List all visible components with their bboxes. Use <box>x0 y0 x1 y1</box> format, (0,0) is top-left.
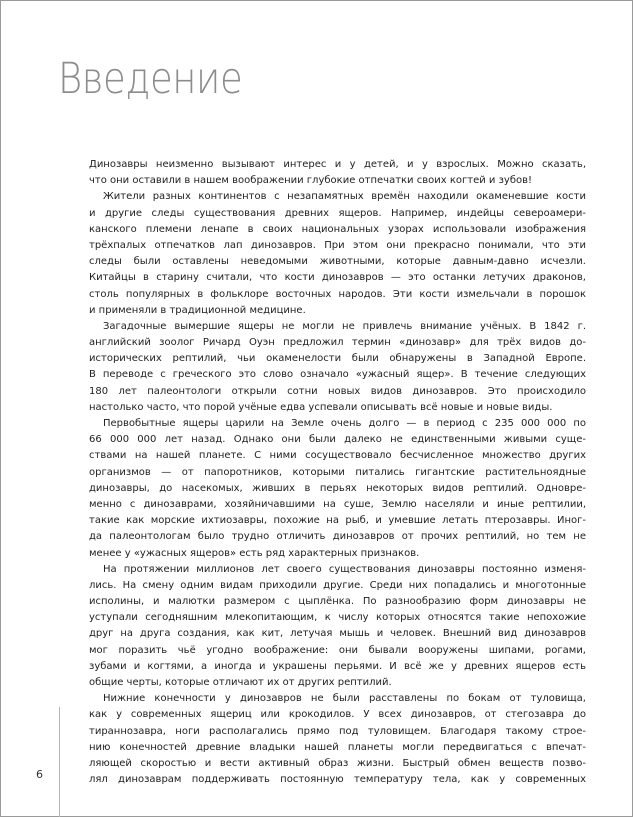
body-text <box>89 157 586 788</box>
text-line: В переводе с греческого это слово означало «ужасный ящер». В течение следующих <box>89 369 586 381</box>
text-line: ляющей скоростью и вести активный образ жизни. Быстрый обмен веществ позво- <box>89 757 586 769</box>
text-line: менее у «ужасных ящеров» есть ряд характерных признаков. <box>89 547 420 559</box>
page-title: Введение <box>58 54 243 104</box>
text-line: исполины, и малютки размером с цыплёнка. По разнообразию форм динозавры не <box>89 596 586 608</box>
text-line: Нижние конечности у динозавров не были расставлены по бокам от туловища, <box>103 693 586 705</box>
text-line: общие черты, которые отличают их от других рептилий. <box>89 677 392 688</box>
text-line: менно с динозаврами, хозяйничавшими на суше, Землю населяли и иные рептилии, <box>89 498 586 510</box>
text-line: и другие следы существования древних ящеров. Например, индейцы североамери- <box>89 207 586 219</box>
text-line: динозавры, до насекомых, живших в перьях некоторых видов рептилий. Одновре- <box>89 482 586 494</box>
text-line: Загадочные вымершие ящеры не могли не привлечь внимание учёных. В 1842 г. <box>103 320 586 332</box>
text-line: и применяли в традиционной медицине. <box>89 304 306 316</box>
text-line: ствами на нашей планете. С ними сосуществовало бесчисленное множество других <box>89 450 586 462</box>
text-line: как у современных ящериц или крокодилов. У всех динозавров, от стегозавра до <box>89 709 586 721</box>
text-line: Первобытные ящеры царили на Земле очень долго — в период с 235 000 000 по <box>103 418 586 429</box>
text-line: уступали сегодняшним млекопитающим, к числу которых относятся такие непохожие <box>89 612 586 624</box>
text-line: да палеонтологам было трудно отличить динозавров от прочих рептилий, но тем не <box>89 531 586 543</box>
text-line: Жители разных континентов с незапамятных времён находили окаменевшие кости <box>103 191 586 203</box>
text-line: следы были оставлены неведомыми животными, которые давным-давно исчезли. <box>89 256 586 268</box>
text-line: Динозавры неизменно вызывают интерес и у детей, и у взрослых. Можно сказать, <box>89 159 586 170</box>
text-line: английский зоолог Ричард Оуэн предложил термин «динозавр» для трёх видов до- <box>89 337 586 349</box>
text-line: лял динозаврам поддерживать постоянную температуру тела, как у современных <box>89 774 586 786</box>
text-line: канского племени ленапе в своих национальных узорах использовали изображения <box>89 223 586 235</box>
text-line: настолько часто, что порой учёные едва успевали описывать всё новые и новые виды. <box>89 401 553 413</box>
text-line: 180 лет палеонтологи открыли сотни новых видов динозавров. Это происходило <box>89 385 586 397</box>
text-line: лись. На смену одним видам приходили другие. Среди них попадались и многотонные <box>89 579 586 591</box>
text-line: мог поразить чьё угодно воображение: они бывали вооружены шипами, рогами, <box>89 644 586 656</box>
text-line: столь популярных в фольклоре восточных народов. Эти кости измельчали в порошок <box>89 288 586 300</box>
page-number: 6 <box>36 768 43 781</box>
text-line: трёхпалых отпечатков лап динозавров. При этом они прекрасно понимали, что эти <box>89 239 586 251</box>
text-line: исторических рептилий, чьи окаменелости были обнаружены в Западной Европе. <box>89 353 586 365</box>
text-line: друг на друга создания, как кит, летучая мышь и человек. Внешний вид динозавров <box>89 628 586 640</box>
text-line: зубами и когтями, а иногда и украшены перьями. И всё же у древних ящеров есть <box>89 660 586 672</box>
text-line: На протяжении миллионов лет своего существования динозавры постоянно изменя- <box>103 563 586 575</box>
margin-rule <box>59 707 60 817</box>
text-line: такие как морские ихтиозавры, похожие на рыб, и умевшие летать птерозавры. Иног- <box>89 515 586 527</box>
text-line: тираннозавра, ноги располагались прямо под туловищем. Благодаря такому строе- <box>89 725 586 737</box>
text-line: 66 000 000 лет назад. Однако они были далеко не единственными живыми суще- <box>89 434 586 446</box>
text-line: Китайцы в старину считали, что кости динозавров — это останки летучих драконов, <box>89 272 586 284</box>
text-line: нию конечностей древние владыки нашей планеты могли передвигаться с впечат- <box>89 741 586 753</box>
text-line: организмов — от папоротников, которыми питались гигантские растительноядные <box>89 466 586 478</box>
text-line: что они оставили в нашем воображении глубокие отпечатки своих когтей и зубов! <box>89 175 533 187</box>
